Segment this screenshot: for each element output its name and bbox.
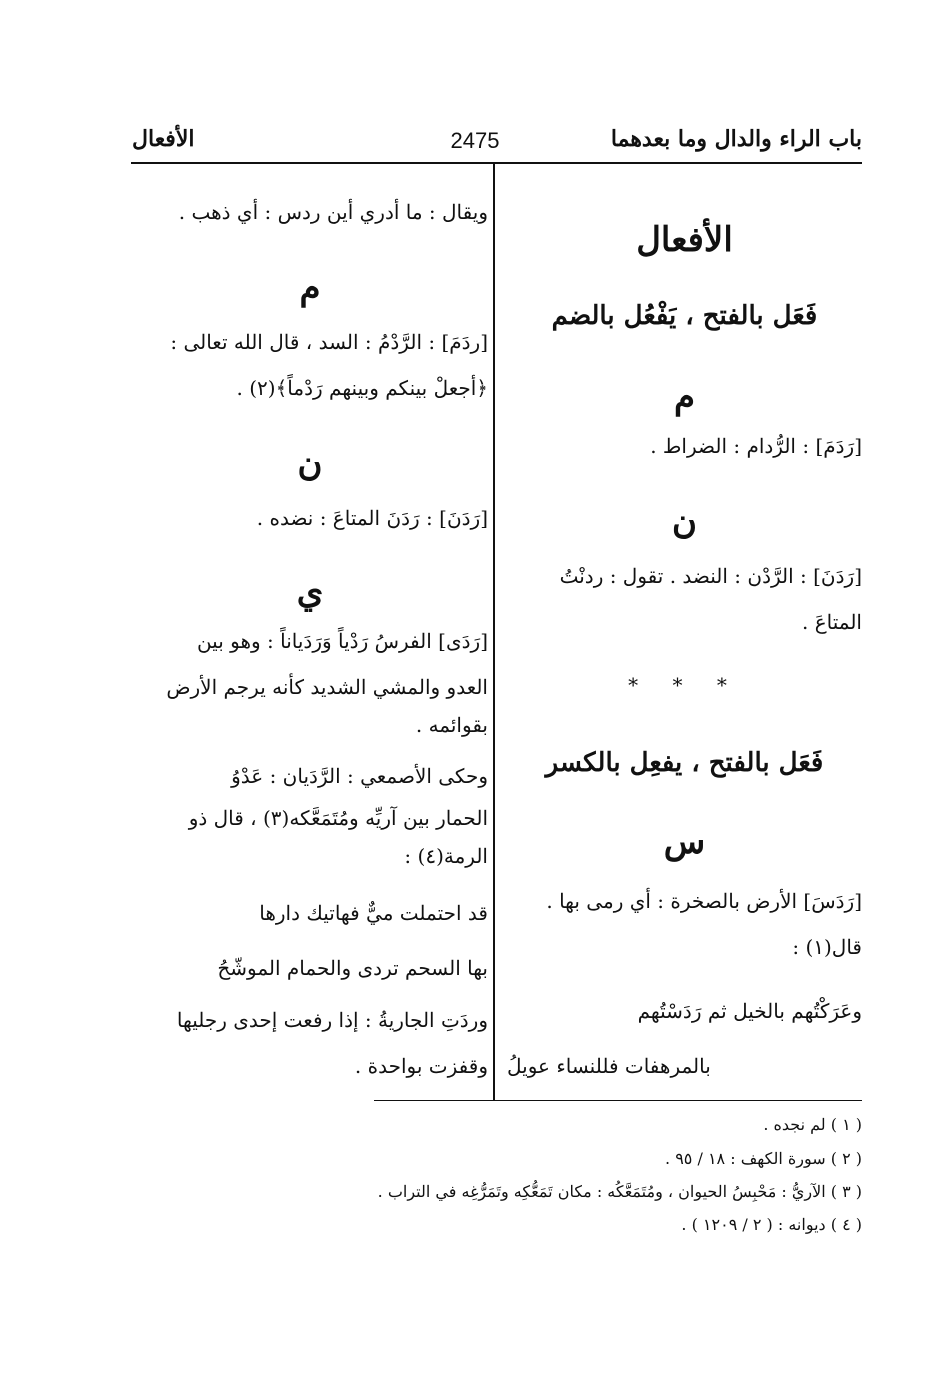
- entry-radan: [رَدَنَ] : رَدَنَ المتاعَ : نضده .: [256, 506, 488, 530]
- entry-ayna-radas: ويقال : ما أدري أين ردس : أي ذهب .: [178, 200, 488, 224]
- letter-heading-n: ن: [672, 502, 697, 542]
- entry-radayan-line3: الرمة(٤) :: [404, 844, 488, 868]
- header-rule: [131, 162, 862, 164]
- verse-line-2: بالمرهفات فللنساء عويلُ: [507, 1054, 711, 1078]
- entry-jariya-line1: وردَتِ الجاريةُ : إذا رفعت إحدى رجليها: [176, 1008, 488, 1032]
- letter-heading-n: ن: [297, 444, 323, 484]
- entry-radas-line1: [رَدَسَ] الأرض بالصخرة : أي رمى بها .: [546, 889, 862, 913]
- main-title: الأفعال: [636, 220, 733, 260]
- verse-line-2: بها السحم تردى والحمام الموشّحُ: [217, 956, 488, 980]
- section-title-1: فَعَل بالفتح ، يَفْعُل بالضم: [551, 301, 818, 331]
- chapter-title: باب الراء والدال وما بعدهما: [610, 126, 862, 152]
- section-title-2: فَعَل بالفتح ، يفعِل بالكسر: [545, 748, 824, 778]
- footnote-4: ( ٤ ) ديوانه : ( ٢ / ١٢٠٩ ) .: [681, 1215, 862, 1234]
- page-number: 2475: [450, 128, 500, 153]
- entry-radayan-line2: الحمار بين آريِّه ومُتَمَعَّكه(٣) ، قال ذو: [188, 806, 488, 830]
- verse-line-1: وعَرَكْتُهم بالخيل ثم رَدَسْتُهم: [637, 999, 862, 1023]
- footnote-2: ( ٢ ) سورة الكهف : ١٨ / ٩٥ .: [665, 1149, 862, 1168]
- separator-stars: * * *: [628, 673, 741, 697]
- footnote-3: ( ٣ ) الآريُّ : مَحْبِسُ الحيوان ، ومُتَمَعَّكُه : مكان تَمَعُّكِه وتَمَرُّغِه في التراب .: [377, 1182, 862, 1201]
- entry-radas-line2: قال(١) :: [792, 935, 862, 959]
- column-divider: [493, 162, 495, 1100]
- footnote-rule: [374, 1100, 862, 1101]
- entry-radan-line2: المتاعَ .: [802, 610, 862, 634]
- letter-heading-m: م: [673, 377, 696, 417]
- entry-jariya-line2: وقفزت بواحدة .: [354, 1054, 488, 1078]
- verse-line-1: قد احتملت ميٌّ فهاتيك دارها: [259, 901, 488, 925]
- entry-rada-line2: العدو والمشي الشديد كأنه يرجم الأرض: [166, 675, 488, 699]
- letter-heading-s: س: [663, 822, 706, 862]
- entry-rada-line3: بقوائمه .: [415, 713, 488, 737]
- letter-heading-m: م: [299, 268, 321, 308]
- footnote-1: ( ١ ) لم نجده .: [763, 1115, 862, 1134]
- entry-radam: [رَدَمَ] : الرُّدام : الضراط .: [650, 434, 862, 458]
- letter-heading-y: ي: [296, 572, 324, 612]
- entry-radan-line1: [رَدَنَ] : الرَّدْن : النضد . تقول : ردنْتُ: [559, 564, 862, 588]
- entry-radm-line2: ﴿أجعلْ بينكم وبينهم رَدْماً﴾(٢) .: [236, 376, 488, 400]
- entry-radayan-line1: وحكى الأصمعي : الرَّدَيان : عَدْوُ: [231, 764, 488, 788]
- section-header: الأفعال: [132, 126, 195, 152]
- entry-radm-line1: [ردَمَ] : الرَّدْمُ : السد ، قال الله تعالى :: [170, 330, 488, 354]
- entry-rada-line1: [رَدَى] الفرسُ رَدْياً وَرَدَياناً : وهو بين: [196, 629, 488, 653]
